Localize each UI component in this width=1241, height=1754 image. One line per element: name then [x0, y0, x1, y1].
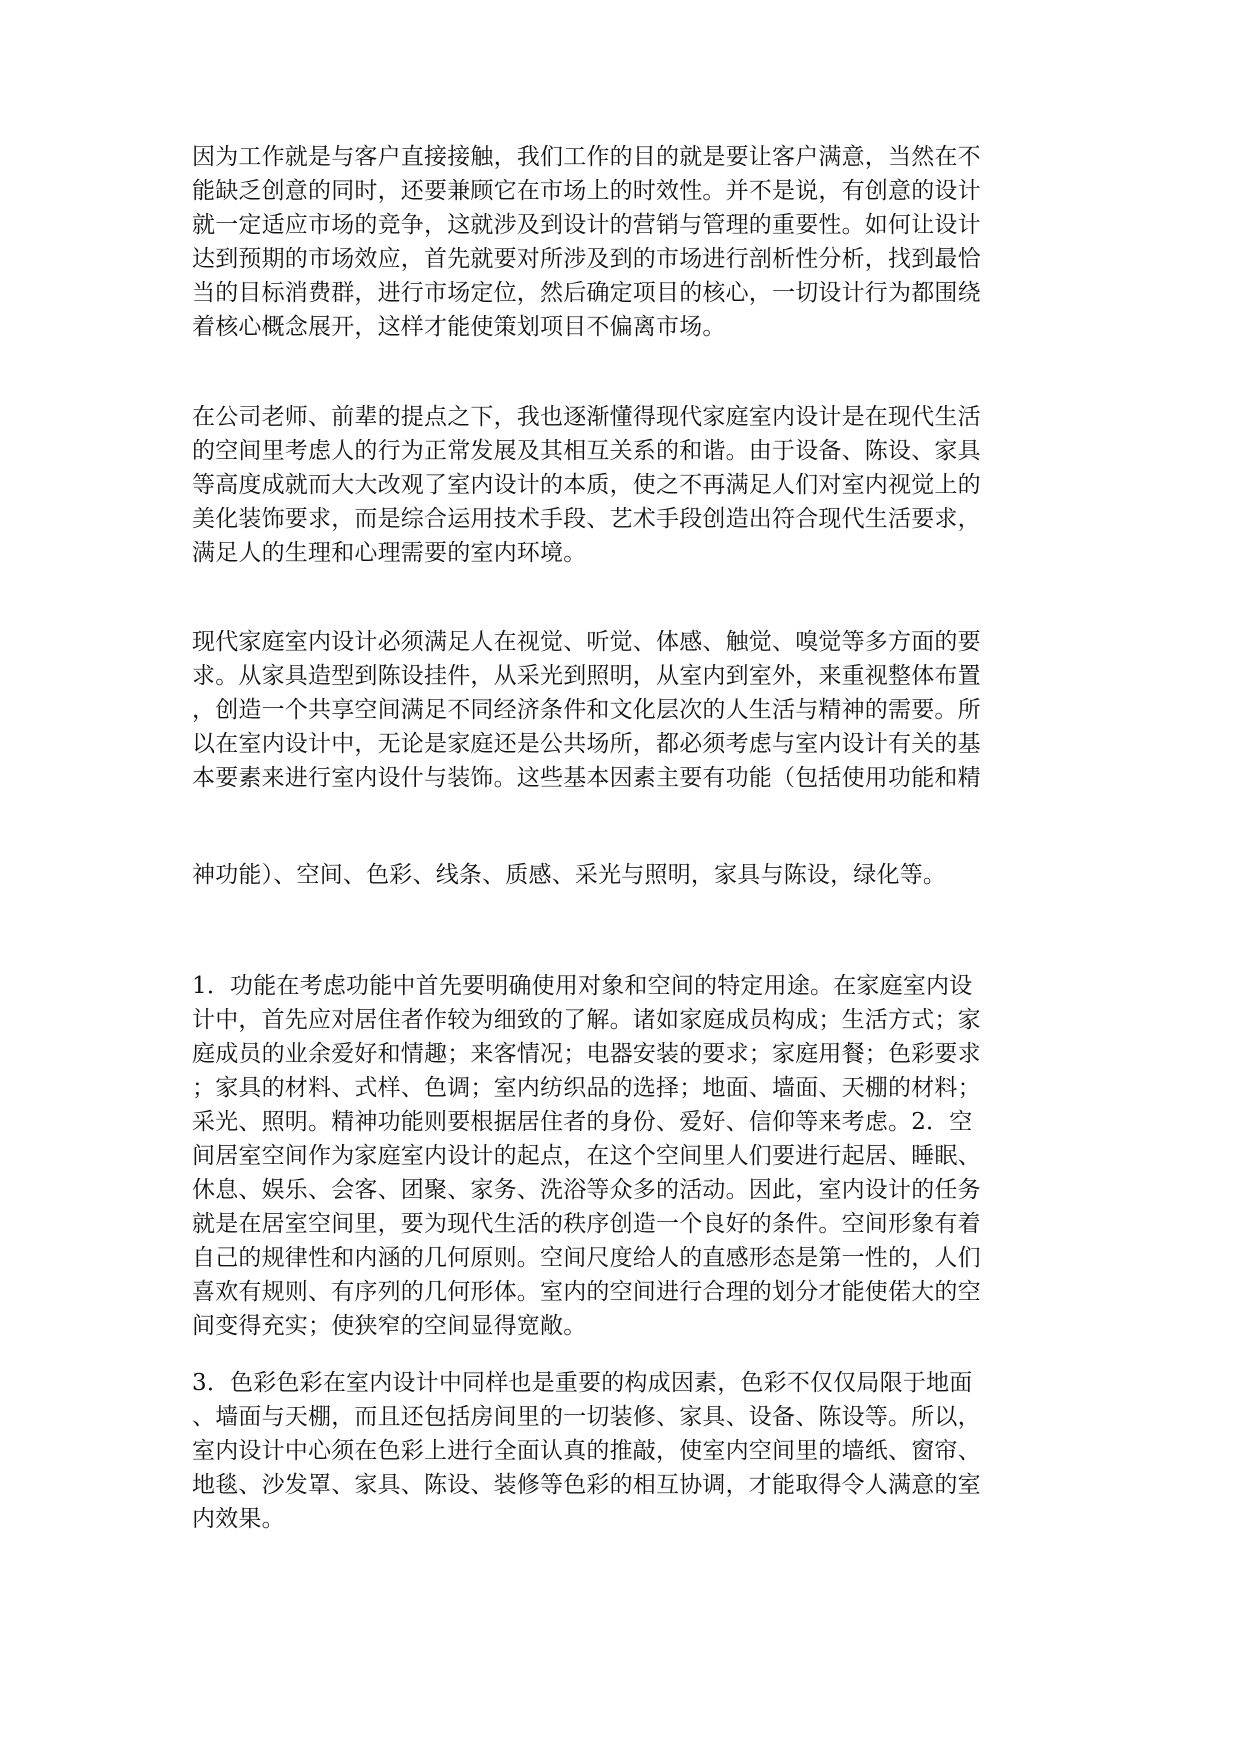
- text-line: ，创造一个共享空间满足不同经济条件和文化层次的人生活与精神的需要。所: [192, 697, 981, 723]
- text-line: 庭成员的业余爱好和情趣；来客情况；电器安装的要求；家庭用餐；色彩要求: [192, 1041, 981, 1067]
- text-line: 现代家庭室内设计必须满足人在视觉、听觉、体感、触觉、嗅觉等多方面的要: [192, 629, 981, 655]
- text-line: 间居室空间作为家庭室内设计的起点，在这个空间里人们要进行起居、睡眠、: [192, 1143, 981, 1169]
- text-line: 内效果。: [192, 1506, 285, 1532]
- paragraph-5: [192, 969, 1052, 1343]
- text-line: 在公司老师、前辈的提点之下，我也逐渐懂得现代家庭室内设计是在现代生活: [192, 404, 981, 430]
- text-line: 就一定适应市场的竞争，这就涉及到设计的营销与管理的重要性。如何让设计: [192, 212, 981, 238]
- paragraph-4: [192, 858, 1052, 892]
- text-line: 神功能）、空间、色彩、线条、质感、采光与照明，家具与陈设，绿化等。: [192, 862, 947, 888]
- text-line: 达到预期的市场效应，首先就要对所涉及到的市场进行剖析性分析，找到最恰: [192, 246, 981, 272]
- text-line: 自己的规律性和内涵的几何原则。空间尺度给人的直感形态是第一性的，人们: [192, 1245, 981, 1271]
- text-line: 本要素来进行室内设什与装饰。这些基本因素主要有功能（包括使用功能和精: [192, 765, 981, 791]
- text-line: 、墙面与天棚，而且还包括房间里的一切装修、家具、设备、陈设等。所以，: [192, 1404, 981, 1430]
- text-line: 1．功能在考虑功能中首先要明确使用对象和空间的特定用途。在家庭室内设: [192, 973, 973, 999]
- text-line: 求。从家具造型到陈设挂件，从采光到照明，从室内到室外，来重视整体布置: [192, 663, 981, 689]
- text-line: 室内设计中心须在色彩上进行全面认真的推敲，使室内空间里的墙纸、窗帘、: [192, 1438, 981, 1464]
- paragraph-6: [192, 1366, 1052, 1536]
- text-line: 就是在居室空间里，要为现代生活的秩序创造一个良好的条件。空间形象有着: [192, 1211, 981, 1237]
- text-line: 的空间里考虑人的行为正常发展及其相互关系的和谐。由于设备、陈设、家具: [192, 438, 981, 464]
- text-line: 采光、照明。精神功能则要根据居住者的身份、爱好、信仰等来考虑。2．空: [192, 1109, 973, 1135]
- text-line: 等高度成就而大大改观了室内设计的本质，使之不再满足人们对室内视觉上的: [192, 472, 981, 498]
- text-line: 以在室内设计中，无论是家庭还是公共场所，都必须考虑与室内设计有关的基: [192, 731, 981, 757]
- text-line: 喜欢有规则、有序列的几何形体。室内的空间进行合理的划分才能使偌大的空: [192, 1279, 981, 1305]
- paragraph-1: [192, 140, 1052, 344]
- text-line: 能缺乏创意的同时，还要兼顾它在市场上的时效性。并不是说，有创意的设计: [192, 178, 981, 204]
- text-line: 地毯、沙发罩、家具、陈设、装修等色彩的相互协调，才能取得令人满意的室: [192, 1472, 981, 1498]
- text-line: ；家具的材料、式样、色调；室内纺织品的选择；地面、墙面、天棚的材料；: [192, 1075, 981, 1101]
- text-line: 美化装饰要求，而是综合运用技术手段、艺术手段创造出符合现代生活要求，: [192, 506, 981, 532]
- text-line: 因为工作就是与客户直接接触，我们工作的目的就是要让客户满意，当然在不: [192, 144, 981, 170]
- text-line: 间变得充实；使狭窄的空间显得宽敞。: [192, 1313, 587, 1339]
- paragraph-3: [192, 625, 1052, 795]
- text-line: 当的目标消费群，进行市场定位，然后确定项目的核心，一切设计行为都围绕: [192, 280, 981, 306]
- text-line: 着核心概念展开，这样才能使策划项目不偏离市场。: [192, 314, 726, 340]
- text-line: 3．色彩色彩在室内设计中同样也是重要的构成因素，色彩不仅仅局限于地面: [192, 1370, 973, 1396]
- text-line: 满足人的生理和心理需要的室内环境。: [192, 540, 587, 566]
- paragraph-2: [192, 400, 1052, 570]
- text-line: 计中，首先应对居住者作较为细致的了解。诸如家庭成员构成；生活方式；家: [192, 1007, 981, 1033]
- text-line: 休息、娱乐、会客、团聚、家务、洗浴等众多的活动。因此，室内设计的任务: [192, 1177, 981, 1203]
